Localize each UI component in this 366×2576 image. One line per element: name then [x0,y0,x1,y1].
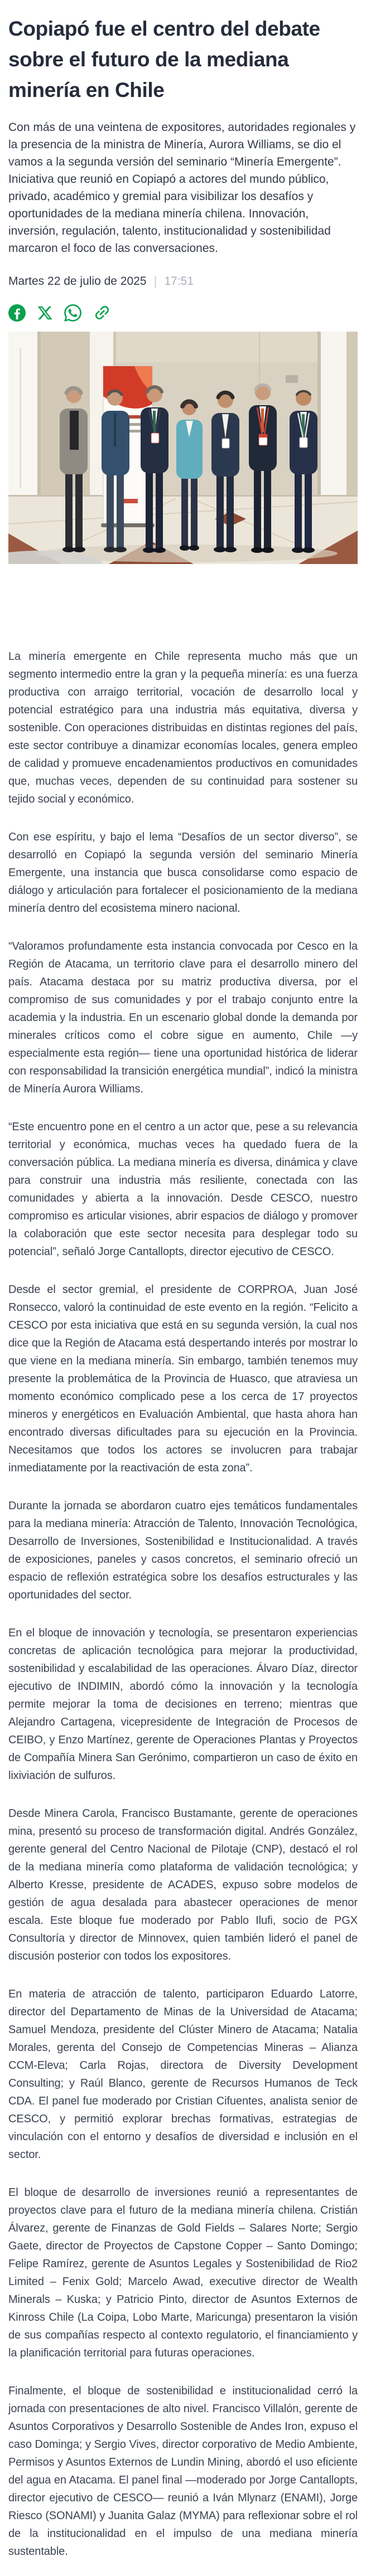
article-paragraph: “Valoramos profundamente esta instancia convocada por Cesco en la Región de Atacama, un territorio clave para el desarrollo minero del país. Atacama destaca por su matriz productiva diversa, por el compromiso de sus comunidades y por el trabajo conjunto entre la academia y la industria. En un escenario global donde la demanda por minerales críticos como el cobre sigue en aumento, Chile —y especialmente esta región— tiene una oportunidad histórica de liderar con responsabilidad la transición energética mundial”, indicó la ministra de Minería Aurora Williams. [8,940,358,1095]
article-paragraph: Finalmente, el bloque de sostenibilidad e institucionalidad cerró la jornada con presentaciones de alto nivel. Francisco Villalón, gerente de Asuntos Corporativos y Desarrollo Sostenible de Andes Iron, expuso el caso Dominga; y Sergio Vives, director corporativo de Medio Ambiente, Permisos y Asuntos Externos de Lundin Mining, abordó el uso eficiente del agua en Atacama. El panel final —moderado por Jorge Cantallopts, director ejecutivo de CESCO— reunió a Iván Mlynarz (ENAMI), Jorge Riesco (SONAMI) y Juanita Galaz (MYMA) para reflexionar sobre el rol de la institucionalidad en el impulso de una mediana minería sustentable. [8,2385,358,2558]
page-title: Copiapó fue el centro del debate sobre el futuro de la mediana minería en Chile [8,17,320,101]
article-body [8,648,358,2560]
x-share-icon[interactable] [37,305,53,321]
article-paragraph: En el bloque de innovación y tecnología, se presentaron experiencias concretas de aplicación tecnológica para mejorar la productividad, sostenibilidad y escalabilidad de las operaciones. Álvaro Díaz, director ejecutivo de INDIMIN, abordó cómo la innovación y la tecnología permite mejorar la toma de decisiones en terreno; mientras que Alejandro Cartagena, vicepresidente de Integración de Procesos de CEIBO, y Enzo Martínez, gerente de Operaciones Plantas y Proyectos de Compañía Minera San Gerónimo, compartieron un caso de éxito en lixiviación de sulfuros. [8,1627,358,1782]
whatsapp-share-icon[interactable] [64,304,81,322]
article-paragraph: Desde el sector gremial, el presidente de CORPROA, Juan José Ronsecco, valoró la continuidad de este evento en la región. “Felicito a CESCO por esta iniciativa que está en su segunda versión, la cual nos dice que la Región de Atacama está despertando interés por mostrar lo que viene en la mediana minería. Sin embargo, también tenemos muy presente la problemática de la Provincia de Huasco, que atraviesa un momento económico complicado pese a los cerca de 17 proyectos mineros y energéticos en Evaluación Ambiental, que hasta ahora han encontrado diversas dificultades para su ejecución en la Provincia. Necesitamos que todos los actores se involucren para trabajar inmediatamente por la reactivación de esta zona”. [8,1284,358,1474]
article-intro: Con más de una veintena de expositores, autoridades regionales y la presencia de la ministra de Minería, Aurora Williams, se dio el vamos a la segunda versión del seminario “Minería Emergente”. Iniciativa que reunió en Copiapó a actores del mundo público, privado, académico y gremial para visibilizar los desafíos y oportunidades de la mediana minería chilena. Innovación, inversión, regulación, talento, institucionalidad y sostenibilidad marcaron el foco de las conversaciones. [8,121,356,255]
copy-link-icon[interactable] [93,303,112,322]
article-paragraph: Durante la jornada se abordaron cuatro ejes temáticos fundamentales para la mediana minería: Atracción de Talento, Innovación Tecnológica, Desarrollo de Inversiones, Sostenibilidad e Institucionalidad. A través de exposiciones, paneles y casos concretos, el seminario ofreció un espacio de reflexión estratégica sobre los desafíos estructurales y las oportunidades del sector. [8,1500,358,1601]
meta-separator: | [153,274,157,288]
article-time: 17:51 [164,274,194,288]
article-meta [8,274,358,289]
article-paragraph: “Este encuentro pone en el centro a un actor que, pese a su relevancia territorial y económica, muchas veces ha quedado fuera de la conversación pública. La mediana minería es diversa, dinámica y clave para construir una industria más resiliente, conectada con las comunidades y abierta a la innovación. Desde CESCO, nuestro compromiso es articular visiones, abrir espacios de diálogo y promover la colaboración que este sector necesita para desplegar todo su potencial”, señaló Jorge Cantallopts, director ejecutivo de CESCO. [8,1121,358,1258]
article-paragraph: El bloque de desarrollo de inversiones reunió a representantes de proyectos clave para el futuro de la mediana minería chilena. Cristián Álvarez, gerente de Finanzas de Gold Fields – Salares Norte; Sergio Gaete, director de Proyectos de Capstone Copper – Santo Domingo; Felipe Ramírez, gerente de Asuntos Legales y Sostenibilidad de Rio2 Limited – Fenix Gold; Marcelo Awad, executive director de Wealth Minerals – Kuska; y Patricio Pinto, director de Asuntos Externos de Kinross Chile (La Coipa, Lobo Marte, Maricunga) presentaron la visión de sus compañías respecto al contexto regulatorio, el financiamiento y la planificación territorial para futuras operaciones. [8,2186,358,2359]
article-date: Martes 22 de julio de 2025 [8,274,147,288]
facebook-share-icon[interactable] [8,304,26,322]
share-bar [8,303,358,322]
article-photo [8,332,358,564]
article-paragraph: La minería emergente en Chile representa mucho más que un segmento intermedio entre la gran y la pequeña minería: es una fuerza productiva con arraigo territorial, vocación de desarrollo local y potencial estratégico para una industria más equitativa, diversa y sostenible. Con operaciones distribuidas en distintas regiones del país, este sector contribuye a dinamizar economías locales, genera empleo de calidad y promueve encadenamientos productivos en comunidades que, muchas veces, dependen de su continuidad para sostener su tejido social y económico. [8,650,358,805]
article-paragraph: En materia de atracción de talento, participaron Eduardo Latorre, director del Departamento de Minas de la Universidad de Atacama; Samuel Mendoza, presidente del Clúster Minero de Atacama; Natalia Morales, gerenta del Consejo de Competencias Mineras – Alianza CCM-Eleva; Carla Rojas, directora de Diversity Development Consulting; y Raúl Blanco, gerente de Recursos Humanos de Teck CDA. El panel fue moderado por Cristian Cifuentes, analista senior de CESCO, y permitió explorar brechas formativas, estrategias de vinculación con el entorno y desafíos de diversidad e inclusión en el sector. [8,1988,358,2161]
article-paragraph: Con ese espíritu, y bajo el lema “Desafíos de un sector diverso”, se desarrolló en Copiapó la segunda versión del seminario Minería Emergente, una instancia que busca consolidarse como espacio de diálogo y articulación para fortalecer el posicionamiento de la mediana minería dentro del ecosistema minero nacional. [8,831,358,915]
article-paragraph: Desde Minera Carola, Francisco Bustamante, gerente de operaciones mina, presentó su proceso de transformación digital. Andrés González, gerente general del Centro Nacional de Pilotaje (CNP), destacó el rol de la mediana minería como plataforma de validación tecnológica; y Alberto Kresse, presidente de ACADES, expuso sobre modelos de gestión de agua desalada para abastecer operaciones de menor escala. Este bloque fue moderado por Pablo Ilufi, socio de PGX Consultoría y director de Minnovex, quien también lideró el panel de discusión posterior con todos los expositores. [8,1807,358,1962]
